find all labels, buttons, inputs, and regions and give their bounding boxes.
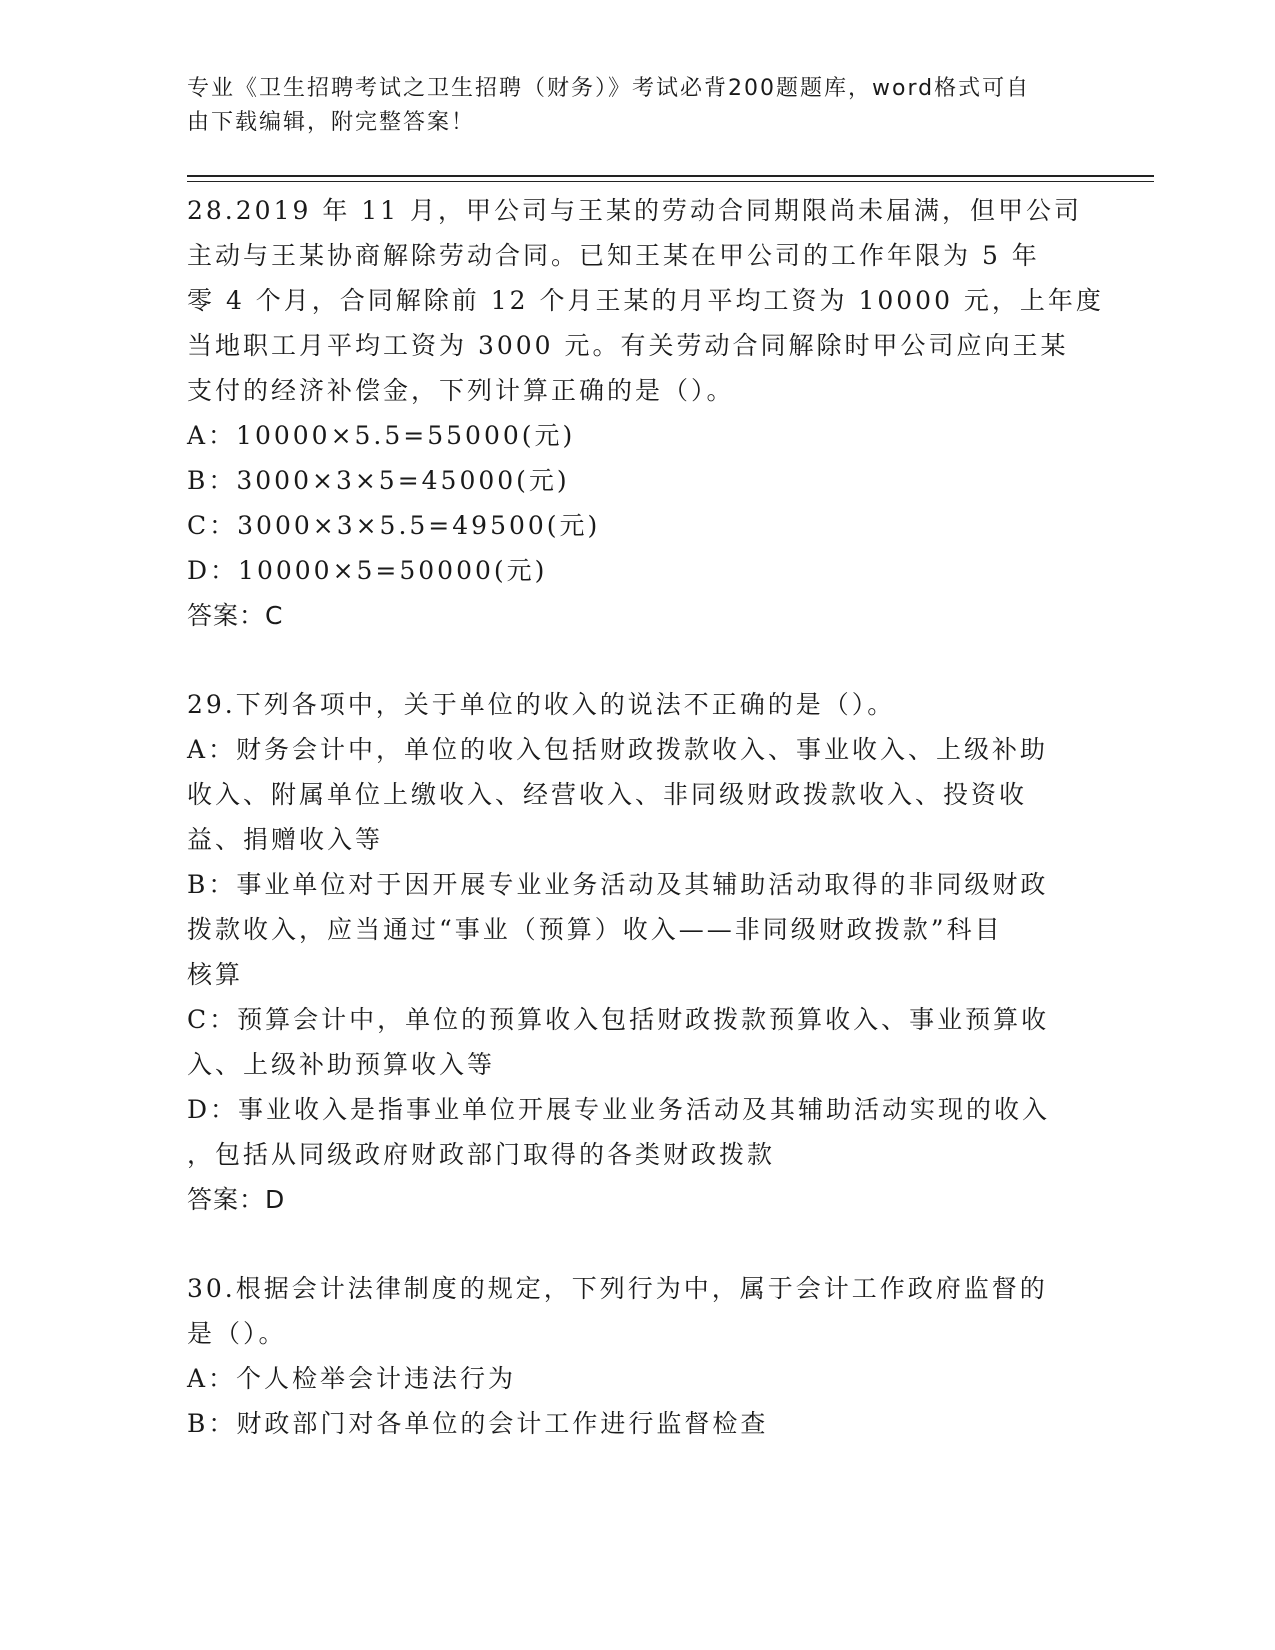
question-spacer bbox=[187, 638, 1067, 682]
header-line-1: 专业《卫生招聘考试之卫生招聘（财务）》考试必背200题题库，word格式可自 bbox=[187, 76, 1031, 101]
option-b-continued: 拨款收入，应当通过“事业（预算）收入——非同级财政拨款”科目 bbox=[187, 915, 1003, 944]
question-stem-line: 29.下列各项中，关于单位的收入的说法不正确的是（）。 bbox=[187, 690, 896, 719]
option-b: B：事业单位对于因开展专业业务活动及其辅助活动取得的非同级财政 bbox=[187, 870, 1049, 899]
option-a-continued: 收入、附属单位上缴收入、经营收入、非同级财政拨款收入、投资收 bbox=[187, 780, 1028, 809]
page-header bbox=[187, 72, 1067, 140]
header-divider-thin bbox=[187, 181, 1154, 182]
option-c: C：预算会计中，单位的预算收入包括财政拨款预算收入、事业预算收 bbox=[187, 1005, 1050, 1034]
option-a: A：10000×5.5=55000(元) bbox=[187, 421, 576, 450]
answer-line: 答案：C bbox=[187, 601, 284, 630]
option-a-continued: 益、捐赠收入等 bbox=[187, 825, 384, 854]
question-stem-line: 当地职工月平均工资为 3000 元。有关劳动合同解除时甲公司应向王某 bbox=[187, 331, 1069, 360]
option-d: D：10000×5=50000(元) bbox=[187, 556, 548, 585]
question-stem-line: 支付的经济补偿金，下列计算正确的是（）。 bbox=[187, 376, 735, 405]
option-b: B：3000×3×5=45000(元) bbox=[187, 466, 570, 495]
header-line-2: 由下载编辑，附完整答案！ bbox=[187, 110, 476, 135]
question-stem-line: 是（）。 bbox=[187, 1319, 287, 1348]
question-stem-line: 主动与王某协商解除劳动合同。已知王某在甲公司的工作年限为 5 年 bbox=[187, 241, 1040, 270]
option-a: A：财务会计中，单位的收入包括财政拨款收入、事业收入、上级补助 bbox=[187, 735, 1049, 764]
answer-line: 答案：D bbox=[187, 1185, 286, 1214]
question-30 bbox=[187, 1266, 1067, 1446]
option-c: C：3000×3×5.5=49500(元) bbox=[187, 511, 601, 540]
question-29 bbox=[187, 682, 1067, 1222]
question-list bbox=[187, 188, 1104, 1446]
question-stem-line: 30.根据会计法律制度的规定，下列行为中，属于会计工作政府监督的 bbox=[187, 1274, 1048, 1303]
option-d-continued: ，包括从同级政府财政部门取得的各类财政拨款 bbox=[187, 1140, 776, 1169]
option-b: B：财政部门对各单位的会计工作进行监督检查 bbox=[187, 1409, 769, 1438]
option-a: A：个人检举会计违法行为 bbox=[187, 1364, 517, 1393]
option-c-continued: 入、上级补助预算收入等 bbox=[187, 1050, 496, 1079]
question-spacer bbox=[187, 1222, 1067, 1266]
option-d: D：事业收入是指事业单位开展专业业务活动及其辅助活动实现的收入 bbox=[187, 1095, 1051, 1124]
question-28 bbox=[187, 188, 1104, 638]
option-b-continued: 核算 bbox=[187, 960, 244, 989]
question-stem-line: 28.2019 年 11 月，甲公司与王某的劳动合同期限尚未届满，但甲公司 bbox=[187, 196, 1083, 225]
question-stem-line: 零 4 个月，合同解除前 12 个月王某的月平均工资为 10000 元，上年度 bbox=[187, 286, 1104, 315]
header-divider-thick bbox=[187, 175, 1154, 177]
